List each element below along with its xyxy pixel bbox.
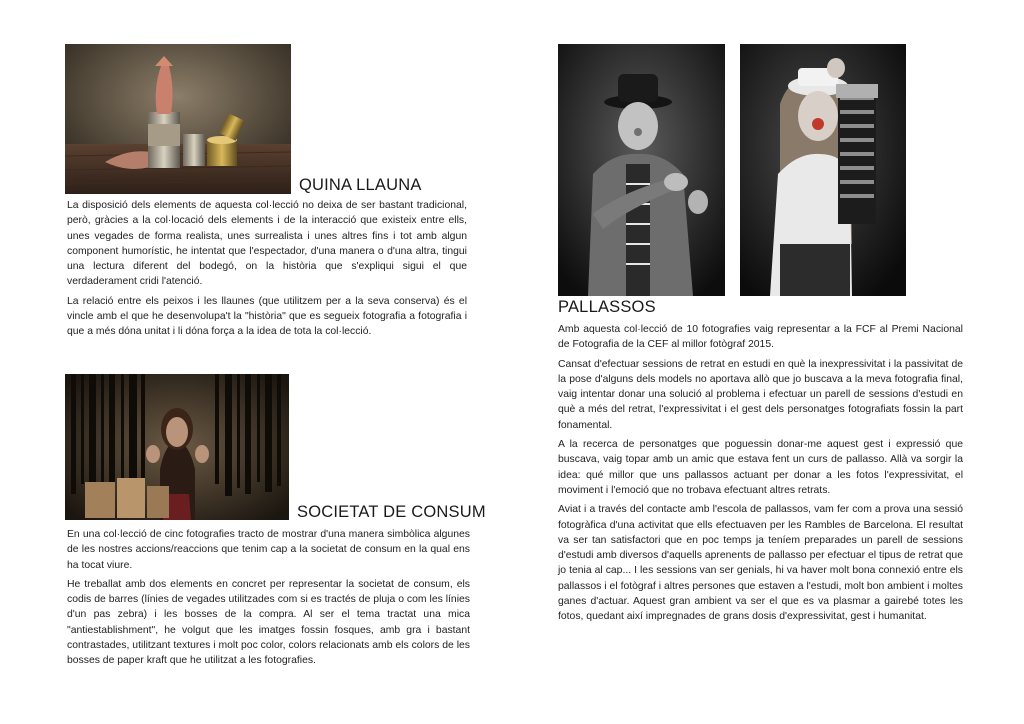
- societat-de-consum-title: SOCIETAT DE CONSUM: [297, 503, 486, 521]
- pallassos-paragraph-3: A la recerca de personatges que poguessin donar-me aquest gest i expressió que buscava, vaig topar amb un amic que estava fent un curs de pallasso. Allà va sorgir la idea: qué millor que uns pallassos actuant per donar a les fotos l'expressivitat, el moviment i l'emoció que no trobava efectuant altres retrats.: [558, 439, 963, 496]
- societat-de-consum-text: [67, 527, 470, 673]
- still-life-fish-cans-photo: [65, 44, 291, 194]
- pallassos-paragraph-1: Amb aquesta col·lecció de 10 fotografies vaig representar a la FCF al Premi Nacional de Fotografia de la CEF al millor fotògraf 2015.: [558, 324, 963, 351]
- quina-llauna-title: QUINA LLAUNA: [299, 176, 422, 194]
- pallassos-paragraph-4: Aviat i a través del contacte amb l'escola de pallassos, vam fer com a prova una sessió fotogràfica d'una activitat que ells efectuaven per les Rambles de Barcelona. El resultat va ser tan satisfactori que en poc temps ja teníem preparades un parell de sessions d'estudi amb diversos d'aquells aprenents de pallasso per efectuar el tipus de retrat que jo tenia al cap... I les sessions van ser genials, hi va haver molt bona connexió entre els pallassos i el fotògraf i altres persones que estaven a l'estudi, molt bon ambient i moltes ganes d'actuar. Aquest gran ambient va ser el que es va plasmar a gairebé totes les fotos, quedant així impregnades de grans dosis d'expressivitat, gest i humanitat.: [558, 504, 963, 623]
- societat-de-consum-paragraph-2: He treballat amb dos elements en concret per representar la societat de consum, els codis de barres (línies de vegades utilitzades com si es tractés de pluja o com les línies d'un pas zebra) i les bosses de la compra. Al ser el tema tractat una mica "antiestablishment", he volgut que les imatges fossin fosques, amb gra i bastant contrastades, utilitzant textures i molt poc color, colors relacionats amb els colors de les bosses de paper kraft que he utilitzat a les fotografies.: [67, 578, 470, 667]
- pallassos-title: PALLASSOS: [558, 298, 656, 316]
- quina-llauna-paragraph-2: La relació entre els peixos i les llaunes (que utilitzem per a la seva conserva) és el vincle amb el que he desenvolupa't la "història" que es segueix fotografia a fotografia i que a més dóna unitat i li dóna força a la idea de tota la col·lecció.: [67, 295, 467, 338]
- consumer-society-photo: [65, 374, 289, 520]
- quina-llauna-text: [67, 198, 467, 344]
- pallassos-paragraph-2: Cansat d'efectuar sessions de retrat en estudi en què la inexpressivitat i la passivitat de la pose d'alguns dels models no aportava allò que jo buscava a la meva fotografia final, vaig intentar donar una solució al problema i efectuar un parell de sessions d'estudi en què a més del retrat, l'expressivitat i el gest dels personatges fotografiats fossin la part fonamental.: [558, 358, 963, 431]
- quina-llauna-paragraph-1: La disposició dels elements de aquesta col·lecció no deixa de ser bastant tradicional, però, gràcies a la col·locació dels elements i de la interacció que existeix entre ells, unes vegades de forma realista, unes surrealista i unes altres fins i tot amb algun component humorístic, he intentat que l'espectador, d'una manera o d'una altra, tingui una lectura diferent del bodegó, on la història que s'expliqui sigui el que verdaderament cridi l'atenció.: [67, 200, 467, 288]
- male-clown-photo: [558, 44, 725, 296]
- female-clown-photo: [740, 44, 906, 296]
- societat-de-consum-paragraph-1: En una col·lecció de cinc fotografies tracto de mostrar d'una manera simbòlica algunes de les nostres accions/reaccions que tenim cap a la societat de consum en la qual ens ha tocat viure.: [67, 529, 470, 571]
- pallassos-text: [558, 322, 963, 629]
